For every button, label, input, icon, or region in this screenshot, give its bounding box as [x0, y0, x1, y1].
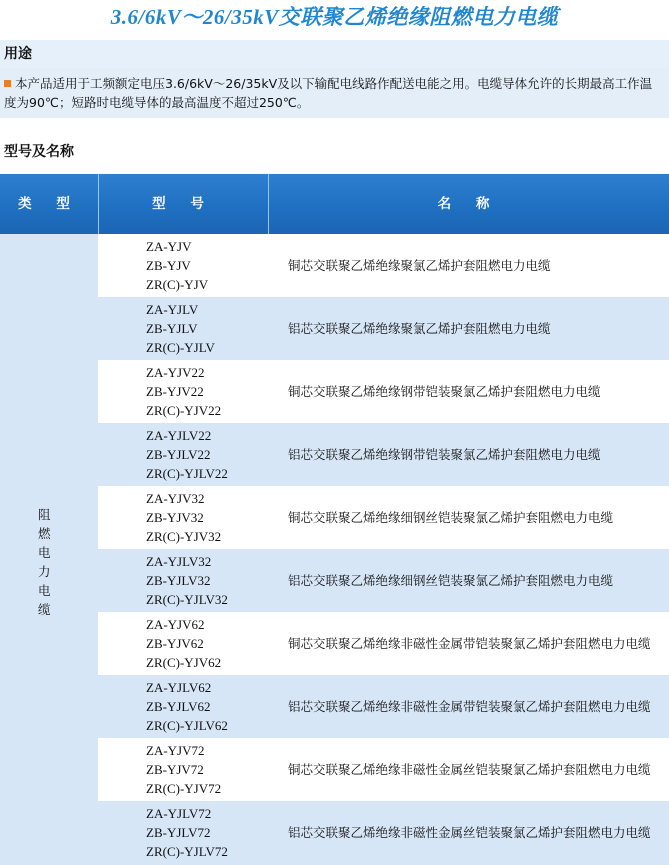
type-label: 阻 燃 电 力 电 缆 — [38, 507, 51, 617]
usage-heading: 用途 — [0, 40, 669, 68]
header-name: 名 称 — [437, 196, 500, 212]
cable-name: 铝芯交联聚乙烯绝缘非磁性金属带铠装聚氯乙烯护套阻燃电力电缆 — [288, 699, 651, 714]
table-row — [98, 234, 669, 297]
table-row — [98, 549, 669, 612]
header-model: 型 号 — [152, 196, 214, 212]
model-codes: ZA-YJLV22 ZB-YJLV22 ZR(C)-YJLV22 — [146, 428, 228, 481]
models-heading: 型号及名称 — [4, 144, 74, 160]
model-codes: ZA-YJV32 ZB-YJV32 ZR(C)-YJV32 — [146, 491, 222, 544]
model-codes: ZA-YJV62 ZB-YJV62 ZR(C)-YJV62 — [146, 617, 222, 670]
type-cell — [0, 234, 98, 865]
usage-text: 本产品适用于工频额定电压3.6/6kV～26/35kV及以下输配电线路作配送电能之用。电缆导体允许的长期最高工作温度为90℃；短路时电缆导体的最高温度不超过250℃。 — [4, 76, 653, 110]
cable-name: 铝芯交联聚乙烯绝缘聚氯乙烯护套阻燃电力电缆 — [288, 321, 551, 336]
table-row — [98, 738, 669, 801]
cable-name: 铜芯交联聚乙烯绝缘非磁性金属带铠装聚氯乙烯护套阻燃电力电缆 — [288, 636, 651, 651]
model-codes: ZA-YJLV62 ZB-YJLV62 ZR(C)-YJLV62 — [146, 680, 228, 733]
header-type: 类 型 — [18, 196, 80, 212]
model-codes: ZA-YJLV32 ZB-YJLV32 ZR(C)-YJLV32 — [146, 554, 228, 607]
table-row — [98, 675, 669, 738]
table-row — [98, 297, 669, 360]
model-codes: ZA-YJLV ZB-YJLV ZR(C)-YJLV — [146, 302, 215, 355]
square-bullet-icon — [4, 80, 11, 87]
model-table — [0, 174, 669, 865]
table-row — [98, 486, 669, 549]
cable-name: 铜芯交联聚乙烯绝缘钢带铠装聚氯乙烯护套阻燃电力电缆 — [288, 384, 601, 399]
model-codes: ZA-YJV ZB-YJV ZR(C)-YJV — [146, 239, 209, 292]
page-title: 3.6/6kV～26/35kV交联聚乙烯绝缘阻燃电力电缆 — [110, 5, 559, 29]
cable-name: 铜芯交联聚乙烯绝缘非磁性金属丝铠装聚氯乙烯护套阻燃电力电缆 — [288, 762, 651, 777]
cable-name: 铝芯交联聚乙烯绝缘非磁性金属丝铠装聚氯乙烯护套阻燃电力电缆 — [288, 825, 651, 840]
table-header — [0, 174, 669, 234]
cable-name: 铝芯交联聚乙烯绝缘钢带铠装聚氯乙烯护套阻燃电力电缆 — [288, 447, 601, 462]
model-codes: ZA-YJV72 ZB-YJV72 ZR(C)-YJV72 — [146, 743, 222, 796]
table-row — [98, 360, 669, 423]
model-codes: ZA-YJLV72 ZB-YJLV72 ZR(C)-YJLV72 — [146, 806, 228, 859]
table-row — [98, 612, 669, 675]
cable-name: 铝芯交联聚乙烯绝缘细钢丝铠装聚氯乙烯护套阻燃电力电缆 — [288, 573, 614, 588]
table-row — [98, 801, 669, 864]
table-row — [98, 423, 669, 486]
cable-name: 铜芯交联聚乙烯绝缘细钢丝铠装聚氯乙烯护套阻燃电力电缆 — [288, 510, 614, 525]
usage-description — [0, 68, 669, 118]
model-codes: ZA-YJV22 ZB-YJV22 ZR(C)-YJV22 — [146, 365, 222, 418]
cable-name: 铜芯交联聚乙烯绝缘聚氯乙烯护套阻燃电力电缆 — [288, 258, 551, 273]
